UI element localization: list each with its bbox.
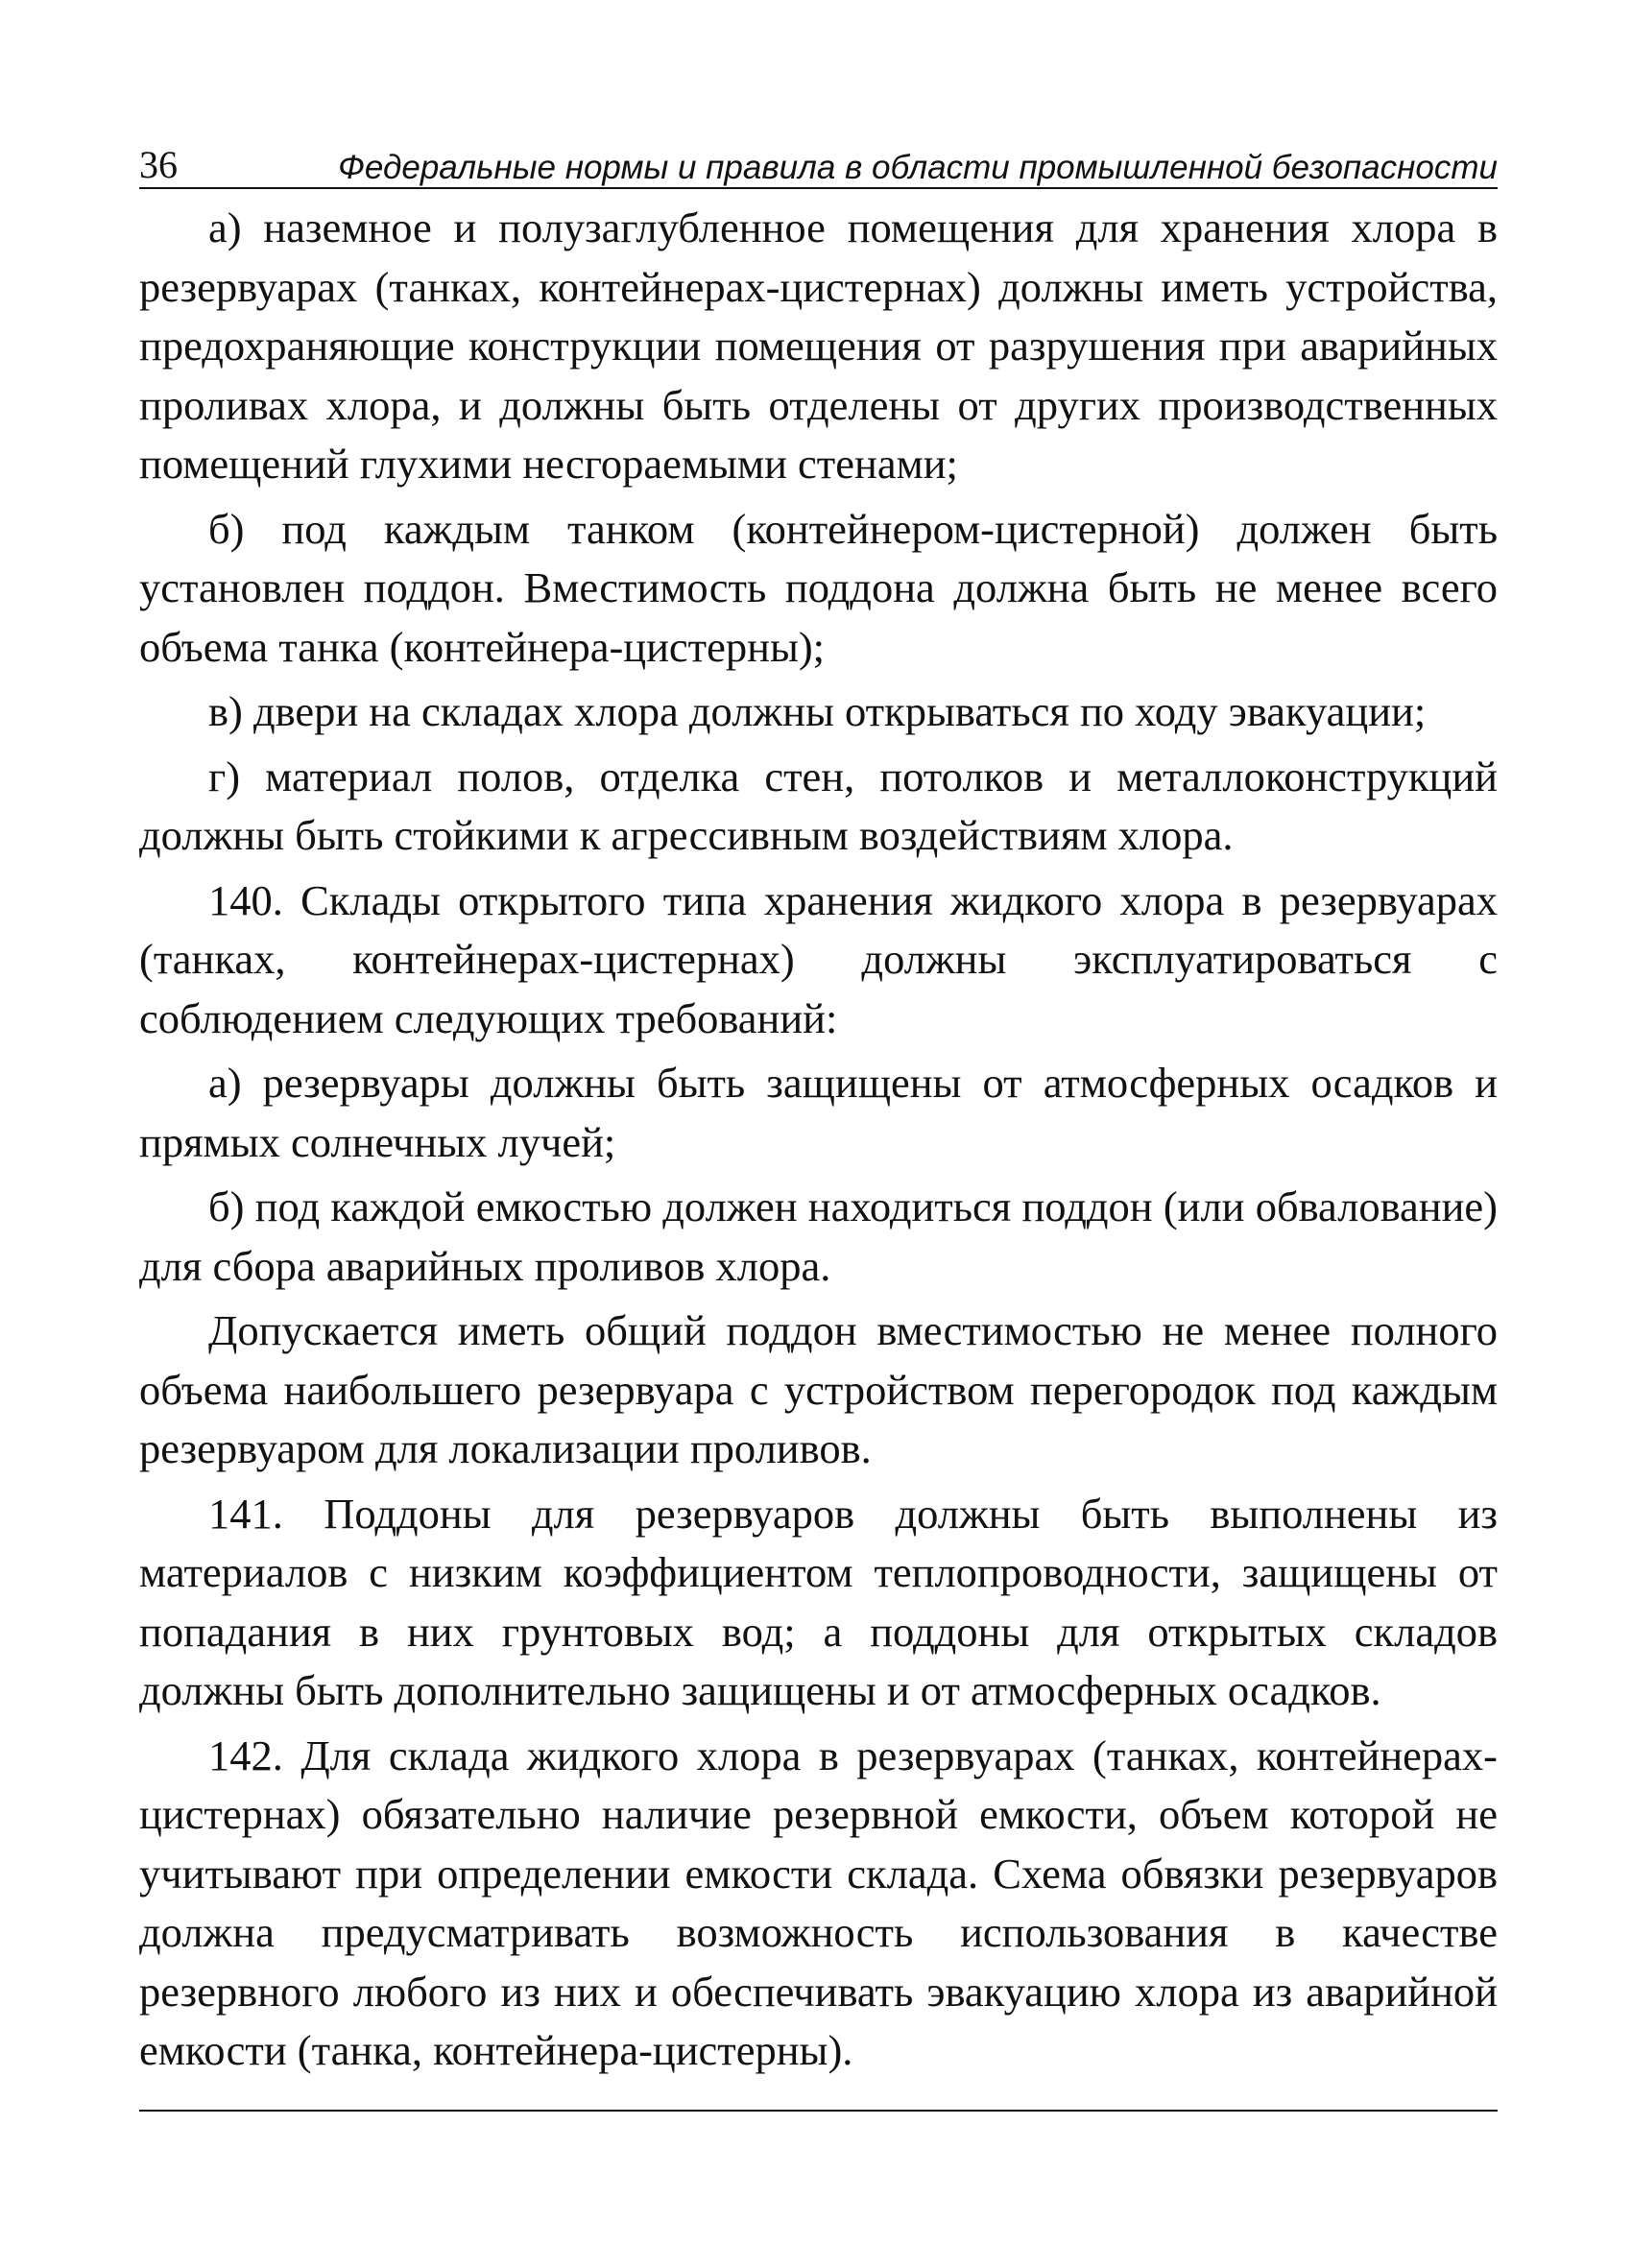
paragraph-item-g: г) материал полов, отделка стен, потолков и металлоконструкций должны быть стойкими к агрессивным воздействиям хлора. — [139, 752, 1498, 859]
paragraph-clause-142: 142. Для склада жидкого хлора в резервуарах (танках, контейнерах-цистернах) обязательно наличие резервной емкости, объем которой не учитывают при определении емкости склада. Схема обвязки резервуаров должна предусматривать возможность использования в качестве резервного любого из них и обеспечивать эвакуацию хлора из аварийной емкости (танка, контейнера-цистерны). — [139, 1731, 1498, 2074]
bottom-rule — [139, 2110, 1498, 2112]
paragraph-item-a: а) наземное и полузаглубленное помещения для хранения хлора в резервуарах (танках, контейнерах-цистернах) должны иметь устройства, предохраняющие конструкции помещения от разрушения при аварийных проливах хлора, и должны быть отделены от других производственных помещений глухими несгораемыми стенами; — [139, 203, 1498, 488]
paragraph-item-v: в) двери на складах хлора должны открываться по ходу эвакуации; — [208, 687, 1427, 735]
running-header-title: Федеральные нормы и правила в области промышленной безопасности — [338, 149, 1498, 186]
page-number: 36 — [139, 143, 178, 186]
running-header — [139, 134, 1498, 189]
body-text — [139, 199, 1498, 2081]
paragraph-clause-140-item-a: а) резервуары должны быть защищены от атмосферных осадков и прямых солнечных лучей; — [139, 1059, 1498, 1166]
paragraph-item-b: б) под каждым танком (контейнером-цистерной) должен быть установлен поддон. Вместимость поддона должна быть не менее всего объема танка (контейнера-цистерны); — [139, 504, 1498, 671]
paragraph-clause-141: 141. Поддоны для резервуаров должны быть выполнены из материалов с низким коэффициентом теплопроводности, защищены от попадания в них грунтовых вод; а поддоны для открытых складов должны быть дополнительно защищены и от атмосферных осадков. — [139, 1489, 1498, 1714]
paragraph-clause-140-item-b: б) под каждой емкостью должен находиться поддон (или обвалование) для сбора аварийных проливов хлора. — [139, 1182, 1498, 1290]
document-page — [139, 134, 1498, 2112]
paragraph-clause-140: 140. Склады открытого типа хранения жидкого хлора в резервуарах (танках, контейнерах-цистернах) должны эксплуатироваться с соблюдением следующих требований: — [139, 875, 1498, 1042]
paragraph-clause-140-note: Допускается иметь общий поддон вместимостью не менее полного объема наибольшего резервуара с устройством перегородок под каждым резервуаром для локализации проливов. — [139, 1306, 1498, 1472]
